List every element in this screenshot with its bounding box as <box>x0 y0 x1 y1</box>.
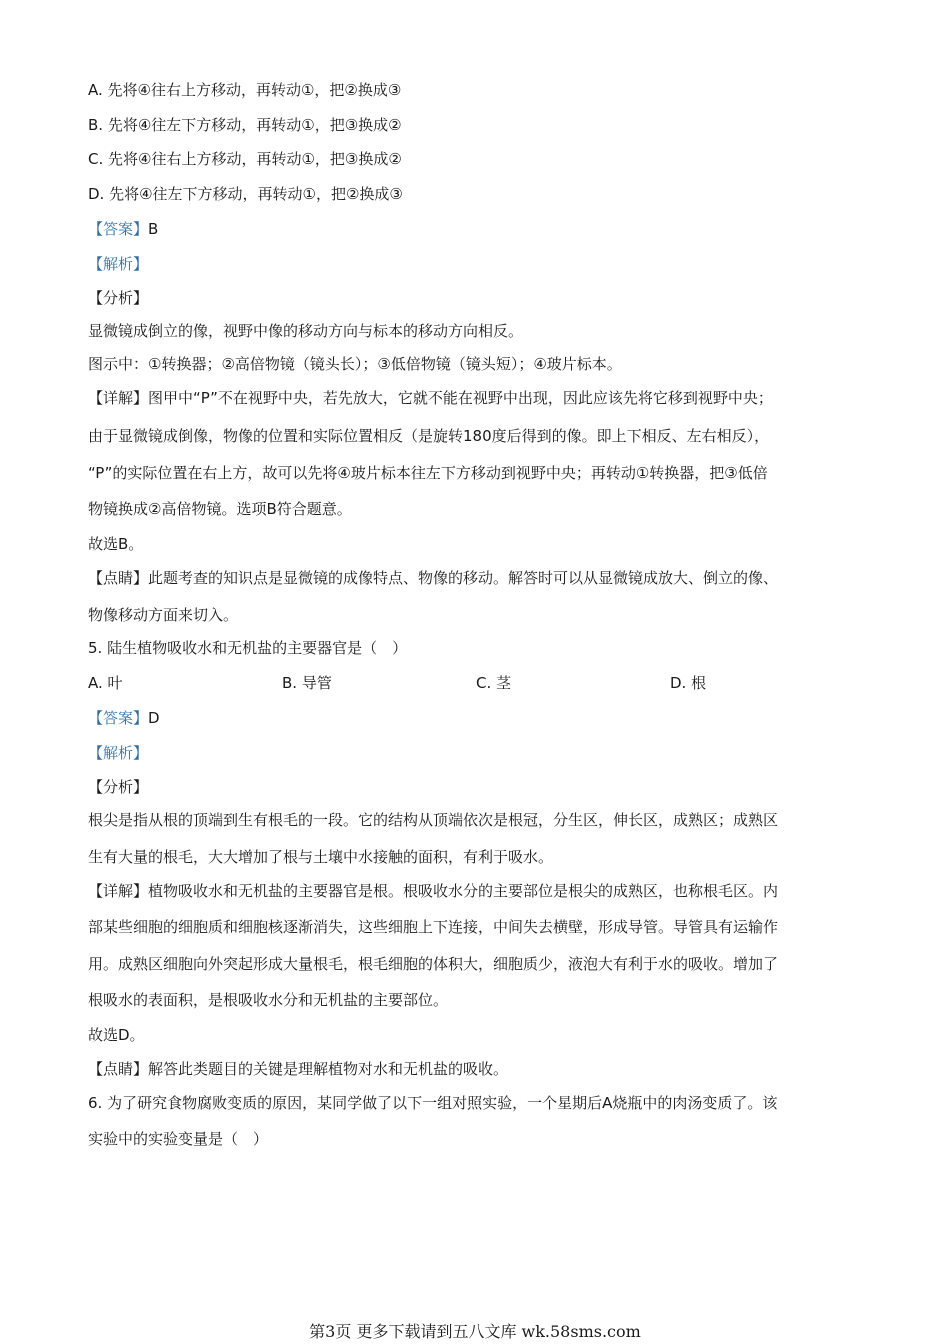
q5-xiangjie-line-4: 根吸水的表面积，是根吸收水分和无机盐的主要部位。 <box>88 991 449 1009</box>
q4-dianjing-line-1 <box>88 568 778 588</box>
q5-xiangjie-line-3: 用。成熟区细胞向外突起形成大量根毛，根毛细胞的体积大，细胞质少，液泡大有利于水的吸收。增加了 <box>88 955 779 973</box>
q5-jiexi-tag: 【解析】 <box>88 744 149 762</box>
q5-option-d: D. 根 <box>670 674 707 692</box>
q4-guxuan: 故选B。 <box>88 535 144 553</box>
q4-dianjing-line-2: 物像移动方面来切入。 <box>88 606 239 624</box>
q4-xiangjie-line-2: 由于显微镜成倒像，物像的位置和实际位置相反（是旋转180度后得到的像。即上下相反、左右相反）， <box>88 427 770 445</box>
q4-fenxi-tag: 【分析】 <box>88 289 149 307</box>
answer-tag: 【答案】 <box>88 709 149 727</box>
q5-fenxi-line-1: 根尖是指从根的顶端到生有根毛的一段。它的结构从顶端依次是根冠，分生区，伸长区，成熟区；成熟区 <box>88 811 779 829</box>
q4-xiangjie-line-1 <box>88 388 773 408</box>
xiangjie-text: 植物吸收水和无机盐的主要器官是根。根吸收水分的主要部位是根尖的成熟区，也称根毛区。内 <box>148 882 779 900</box>
dianjing-tag: 【点睛】 <box>88 1060 149 1078</box>
q4-fenxi-line-2: 图示中：①转换器；②高倍物镜（镜头长）；③低倍物镜（镜头短）；④玻片标本。 <box>88 355 622 373</box>
dianjing-text: 解答此类题目的关键是理解植物对水和无机盐的吸收。 <box>148 1060 509 1078</box>
q4-fenxi-line-1: 显微镜成倒立的像，视野中像的移动方向与标本的移动方向相反。 <box>88 322 524 340</box>
q5-option-c: C. 茎 <box>476 674 512 692</box>
q5-xiangjie-line-1 <box>88 881 778 901</box>
q4-xiangjie-line-4: 物镜换成②高倍物镜。选项B符合题意。 <box>88 500 352 518</box>
q4-answer <box>88 219 158 239</box>
xiangjie-tag: 【详解】 <box>88 882 149 900</box>
xiangjie-tag: 【详解】 <box>88 389 149 407</box>
q6-question-line-1: 6. 为了研究食物腐败变质的原因，某同学做了以下一组对照实验，一个星期后A烧瓶中的肉汤变质了。该 <box>88 1094 778 1112</box>
q5-dianjing <box>88 1059 508 1079</box>
q5-fenxi-line-2: 生有大量的根毛，大大增加了根与土壤中水接触的面积，有利于吸水。 <box>88 848 554 866</box>
answer-tag: 【答案】 <box>88 220 149 238</box>
answer-value: D <box>148 709 160 727</box>
q4-jiexi-tag: 【解析】 <box>88 255 149 273</box>
q5-answer <box>88 708 160 728</box>
q4-option-a: A. 先将④往右上方移动，再转动①，把②换成③ <box>88 81 402 99</box>
q5-option-b: B. 导管 <box>282 674 332 692</box>
page-footer: 第3页 更多下载请到五八文库 wk.58sms.com <box>309 1322 641 1341</box>
q5-option-a: A. 叶 <box>88 674 123 692</box>
dianjing-text: 此题考查的知识点是显微镜的成像特点、物像的移动。解答时可以从显微镜成放大、倒立的像、 <box>148 569 779 587</box>
q5-fenxi-tag: 【分析】 <box>88 778 149 796</box>
answer-value: B <box>148 220 159 238</box>
q5-xiangjie-line-2: 部某些细胞的细胞质和细胞核逐渐消失，这些细胞上下连接，中间失去横壁，形成导管。导管具有运输作 <box>88 918 779 936</box>
q5-guxuan: 故选D。 <box>88 1026 145 1044</box>
xiangjie-text: 图甲中“P”不在视野中央，若先放大，它就不能在视野中出现，因此应该先将它移到视野中央； <box>148 389 773 407</box>
q4-option-d: D. 先将④往左下方移动，再转动①，把②换成③ <box>88 185 403 203</box>
q4-option-b: B. 先将④往左下方移动，再转动①，把③换成② <box>88 116 402 134</box>
dianjing-tag: 【点睛】 <box>88 569 149 587</box>
q4-option-c: C. 先将④往右上方移动，再转动①，把③换成② <box>88 150 402 168</box>
q6-question-line-2: 实验中的实验变量是（ ） <box>88 1130 269 1148</box>
q4-xiangjie-line-3: “P”的实际位置在右上方，故可以先将④玻片标本往左下方移动到视野中央；再转动①转换器，把③低倍 <box>88 464 768 482</box>
q5-question: 5. 陆生植物吸收水和无机盐的主要器官是（ ） <box>88 639 408 657</box>
